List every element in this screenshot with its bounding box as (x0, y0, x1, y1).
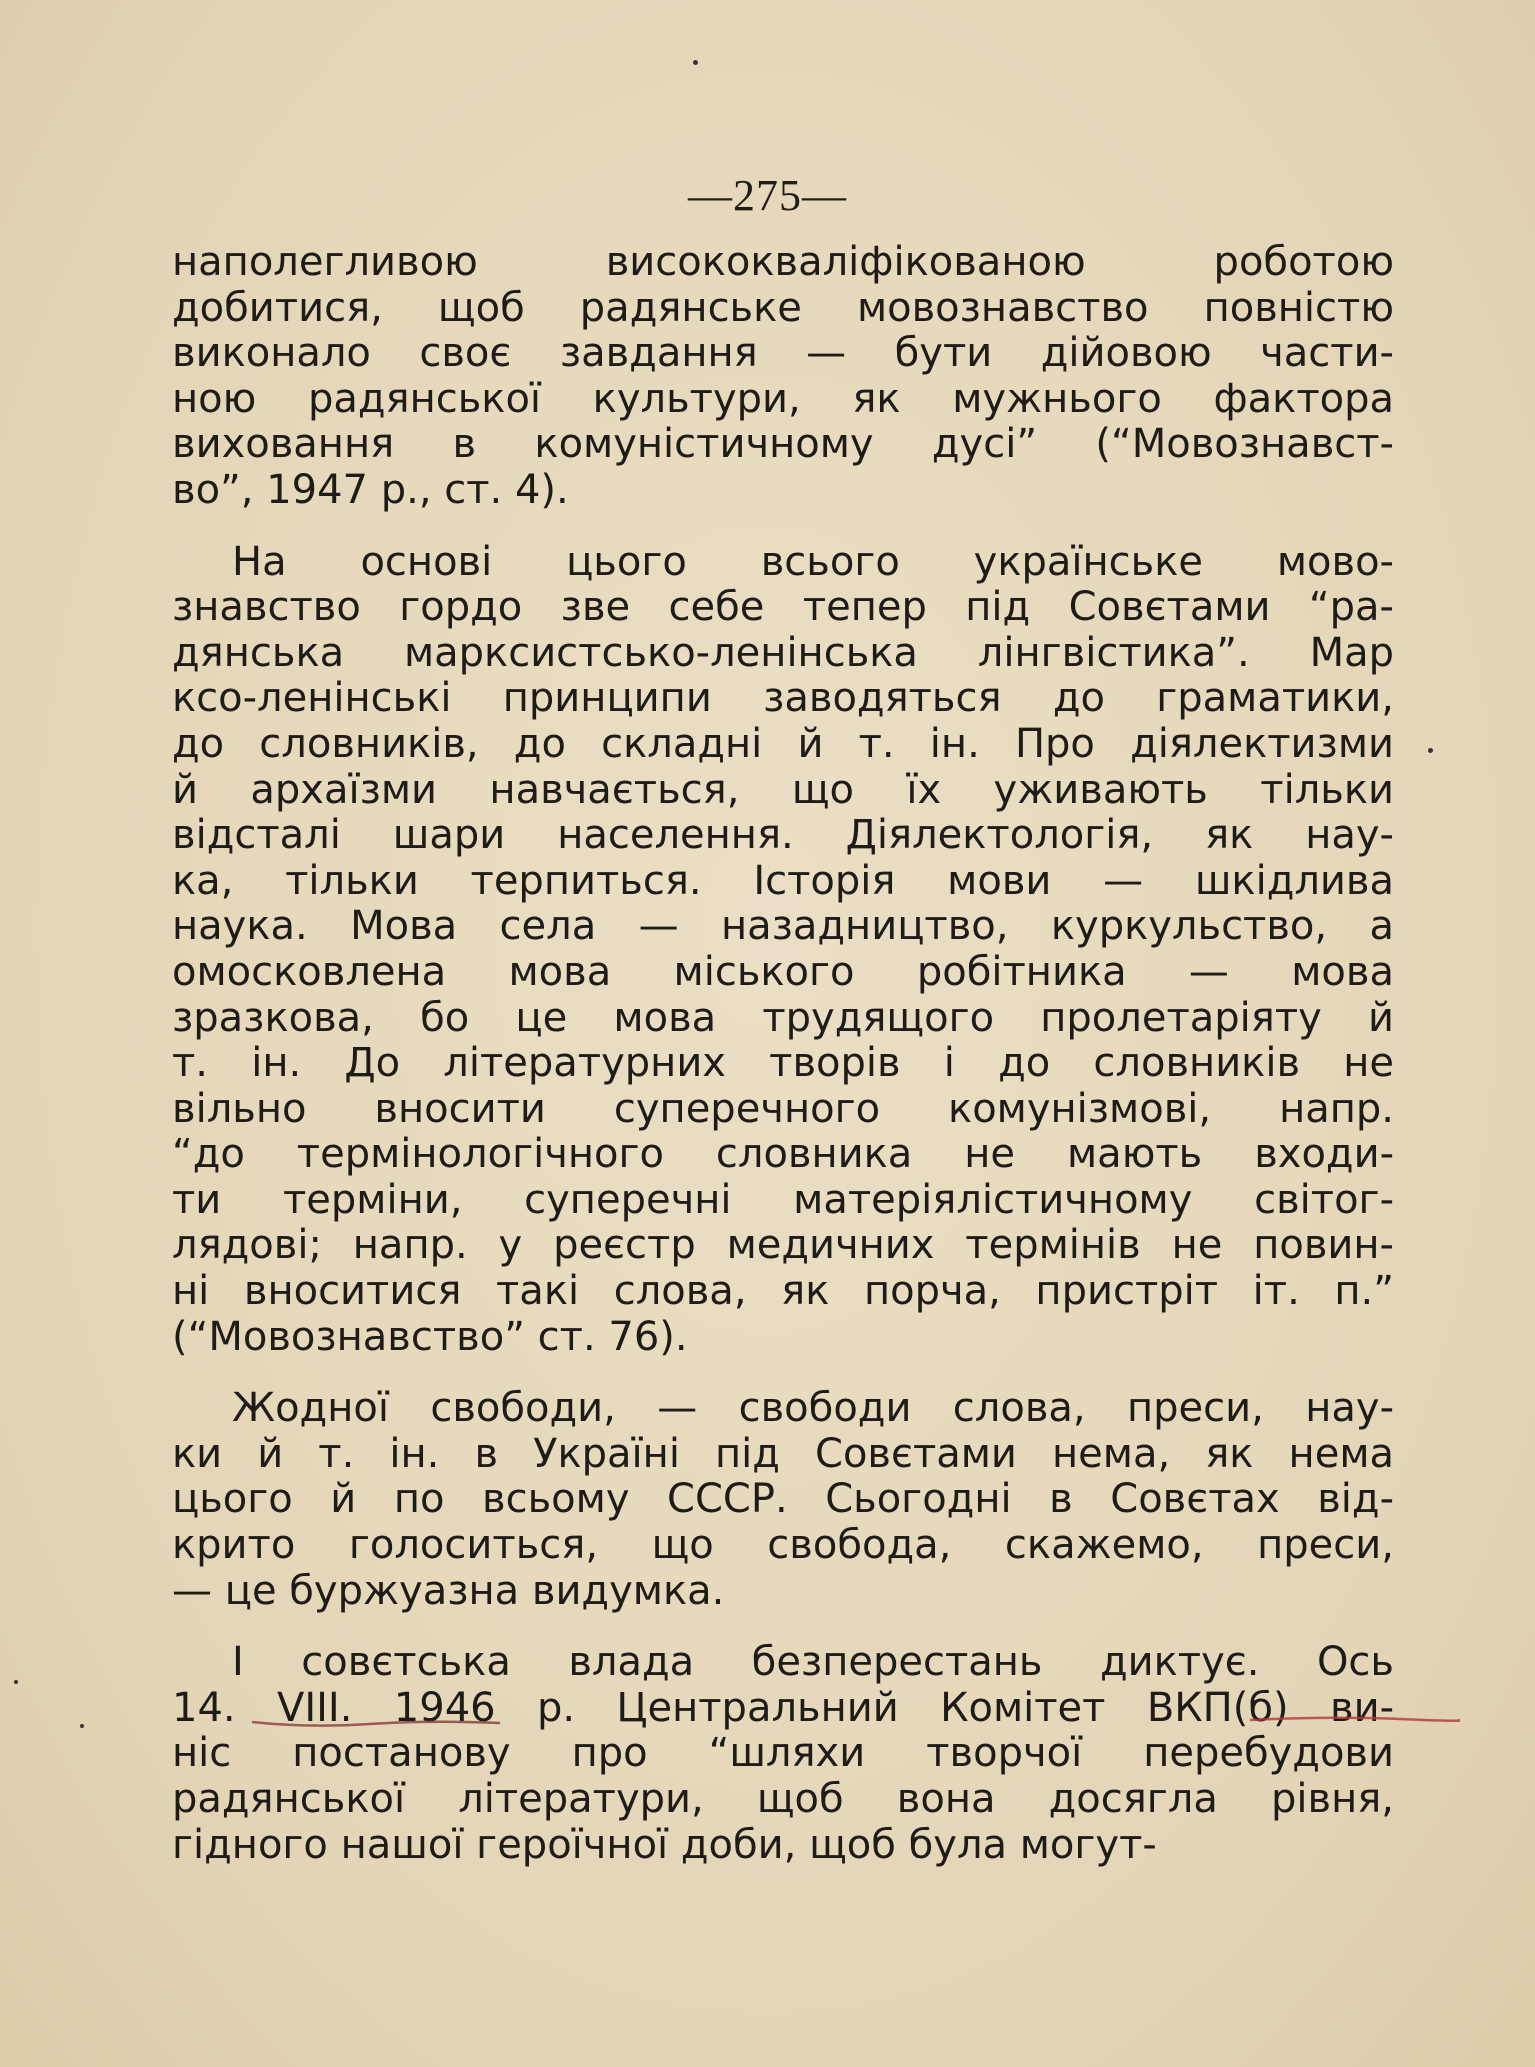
text-line: На основі цього всього українське мово- (232, 539, 1394, 585)
text-line: цього й по всьому СССР. Сьогодні в Совєтах від- (172, 1477, 1394, 1523)
text-line: гідного нашої героїчної доби, щоб була могут- (172, 1822, 1157, 1868)
text-line: ки й т. ін. в Україні під Совєтами нема, як нема (172, 1431, 1394, 1477)
text-line: зразкова, бо це мова трудящого пролетаріяту й (172, 995, 1394, 1041)
text-line: І совєтська влада безперестань диктує. Ось (232, 1640, 1394, 1686)
text-line: Жодної свободи, — свободи слова, преси, нау- (232, 1386, 1394, 1432)
paragraph (172, 1386, 1394, 1614)
paragraph-gap (172, 514, 1394, 540)
text-line: наполегливою висококваліфікованою роботою (172, 240, 1394, 285)
text-line: радянської літератури, щоб вона досягла рівня, (172, 1777, 1394, 1822)
text-line: виховання в комуністичному дусі” (“Мовознавст- (172, 422, 1394, 468)
paper-speck (80, 1724, 84, 1728)
page-number: —275— (688, 171, 847, 220)
paper-speck (14, 1680, 18, 1684)
paragraph-gap (172, 1614, 1394, 1640)
text-line: 14. VIII. 1946 р. Центральний Комітет ВКП(б) ви- (172, 1685, 1394, 1731)
paper-speck (693, 60, 698, 65)
text-line: ксо-ленінські принципи заводяться до граматики, (172, 676, 1394, 722)
paragraph (172, 1640, 1394, 1868)
text-line: ти терміни, суперечні матеріялістичному світог- (172, 1177, 1394, 1223)
text-line: омосковлена мова міського робітника — мова (172, 949, 1394, 995)
text-line: т. ін. До літературних творів і до словників не (172, 1041, 1394, 1087)
handwritten-underline (250, 1714, 1460, 1734)
text-line: крито голоситься, що свобода, скажемо, преси, (172, 1523, 1394, 1569)
text-line: дянська марксистсько-ленінська лінгвістика”. Мар (172, 630, 1394, 676)
text-line: ніс постанову про “шляхи творчої перебудови (172, 1731, 1394, 1777)
text-line: ка, тільки терпиться. Історія мови — шкідлива (172, 858, 1394, 904)
paragraph-gap (172, 1360, 1394, 1386)
text-line: лядові; напр. у реєстр медичних термінів не повин- (172, 1223, 1394, 1269)
text-line: до словників, до складні й т. ін. Про діялектизми (172, 721, 1394, 767)
text-line: наука. Мова села — назадництво, куркульство, а (172, 904, 1394, 950)
text-line: ні вноситися такі слова, як порча, пристріт іт. п.” (172, 1269, 1394, 1315)
text-line: й архаїзми навчається, що їх уживають тільки (172, 767, 1394, 813)
text-line: “до термінологічного словника не мають входи- (172, 1132, 1394, 1178)
text-line: ною радянської культури, як мужнього фактора (172, 376, 1394, 422)
paragraph (172, 540, 1394, 1361)
paper-speck (1428, 748, 1433, 753)
body-text (172, 240, 1394, 1868)
text-line: виконало своє завдання — бути дійовою части- (172, 331, 1394, 377)
text-line: вільно вносити суперечного комунізмові, напр. (172, 1086, 1394, 1132)
text-line: (“Мовознавство” ст. 76). (172, 1314, 688, 1360)
text-line: відсталі шари населення. Діялектологія, як нау- (172, 813, 1394, 859)
paragraph (172, 240, 1394, 514)
text-line: знавство гордо зве себе тепер під Совєтами “ра- (172, 585, 1394, 631)
text-line: — це буржуазна видумка. (172, 1568, 725, 1614)
text-line: добитися, щоб радянське мовознавство повністю (172, 285, 1394, 331)
text-line: во”, 1947 р., ст. 4). (172, 467, 569, 513)
